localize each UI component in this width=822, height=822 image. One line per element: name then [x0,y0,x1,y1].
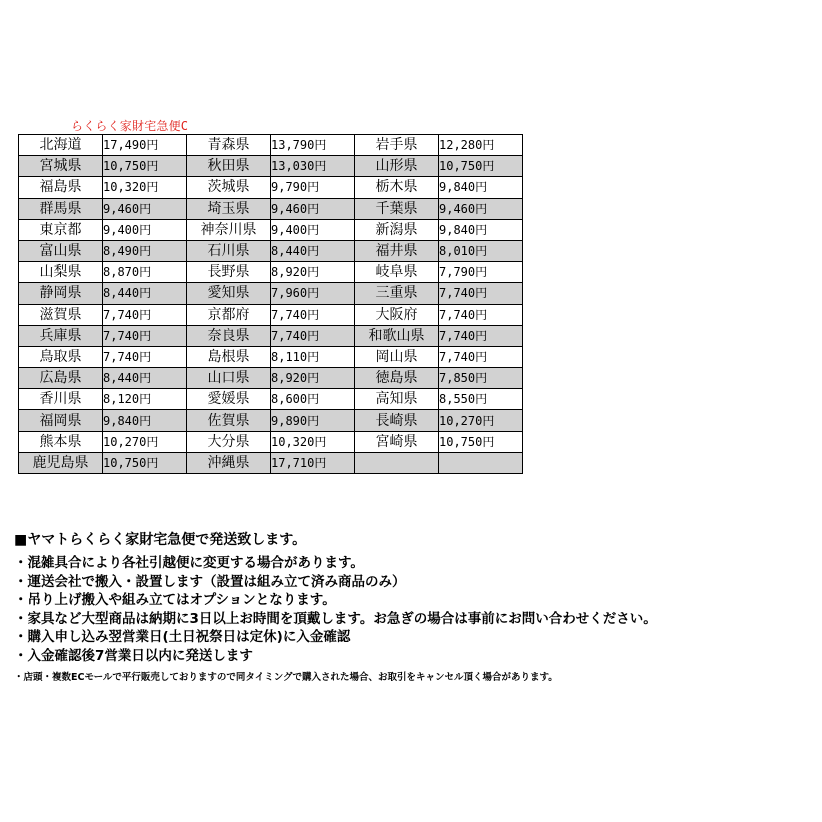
prefecture-cell [355,452,439,473]
price-cell: 10,750円 [439,156,523,177]
table-row [19,304,523,325]
table-row [19,219,523,240]
prefecture-cell: 新潟県 [355,219,439,240]
price-cell: 9,400円 [103,219,187,240]
prefecture-cell: 佐賀県 [187,410,271,431]
prefecture-cell: 鹿児島県 [19,452,103,473]
prefecture-cell: 大阪府 [355,304,439,325]
prefecture-cell: 茨城県 [187,177,271,198]
price-cell: 8,490円 [103,240,187,261]
price-cell: 7,740円 [103,304,187,325]
notes-line: ・吊り上げ搬入や組み立てはオプションとなります。 [14,592,336,609]
price-cell: 8,440円 [103,283,187,304]
price-cell: 17,490円 [103,135,187,156]
table-row [19,156,523,177]
prefecture-cell: 大分県 [187,431,271,452]
prefecture-cell: 福岡県 [19,410,103,431]
price-cell: 7,740円 [271,325,355,346]
price-cell: 8,920円 [271,368,355,389]
prefecture-cell: 愛媛県 [187,389,271,410]
price-cell: 10,320円 [103,177,187,198]
price-cell: 10,270円 [103,431,187,452]
price-cell: 10,270円 [439,410,523,431]
notes-line: ・運送会社で搬入・設置します（設置は組み立て済み商品のみ） [14,573,406,590]
table-caption: らくらく家財宅急便C [71,119,189,133]
table-row [19,368,523,389]
prefecture-cell: 群馬県 [19,198,103,219]
prefecture-cell: 長崎県 [355,410,439,431]
shipping-rate-table [18,134,523,474]
prefecture-cell: 岡山県 [355,346,439,367]
prefecture-cell: 香川県 [19,389,103,410]
prefecture-cell: 和歌山県 [355,325,439,346]
price-cell: 10,320円 [271,431,355,452]
price-cell: 9,400円 [271,219,355,240]
price-cell: 7,740円 [439,283,523,304]
prefecture-cell: 広島県 [19,368,103,389]
prefecture-cell: 滋賀県 [19,304,103,325]
price-cell: 17,710円 [271,452,355,473]
price-cell: 13,790円 [271,135,355,156]
table-row [19,410,523,431]
price-cell: 8,600円 [271,389,355,410]
table-row [19,431,523,452]
table-row [19,262,523,283]
table-row [19,283,523,304]
notes-line: ・家具など大型商品は納期に3日以上お時間を頂戴します。お急ぎの場合は事前にお問い合わせください。 [14,610,657,627]
price-cell: 9,460円 [103,198,187,219]
price-cell: 8,440円 [271,240,355,261]
prefecture-cell: 三重県 [355,283,439,304]
price-cell [439,452,523,473]
table-row [19,346,523,367]
price-cell: 12,280円 [439,135,523,156]
prefecture-cell: 東京都 [19,219,103,240]
prefecture-cell: 熊本県 [19,431,103,452]
table-row [19,198,523,219]
prefecture-cell: 山形県 [355,156,439,177]
price-cell: 9,840円 [439,219,523,240]
price-cell: 8,440円 [103,368,187,389]
price-cell: 9,460円 [439,198,523,219]
prefecture-cell: 奈良県 [187,325,271,346]
price-cell: 7,740円 [103,325,187,346]
prefecture-cell: 栃木県 [355,177,439,198]
shipping-notes [14,530,814,685]
price-cell: 13,030円 [271,156,355,177]
prefecture-cell: 山口県 [187,368,271,389]
notes-line: ・購入申し込み翌営業日(土日祝祭日は定休)に入金確認 [14,629,351,646]
prefecture-cell: 京都府 [187,304,271,325]
prefecture-cell: 愛知県 [187,283,271,304]
price-cell: 9,840円 [439,177,523,198]
prefecture-cell: 鳥取県 [19,346,103,367]
price-cell: 7,740円 [439,325,523,346]
prefecture-cell: 島根県 [187,346,271,367]
price-cell: 8,010円 [439,240,523,261]
prefecture-cell: 秋田県 [187,156,271,177]
prefecture-cell: 静岡県 [19,283,103,304]
notes-disclaimer: ・店頭・複数ECモールで平行販売しておりますので同タイミングで購入された場合、お取引をキャンセル頂く場合があります。 [14,671,558,683]
prefecture-cell: 岐阜県 [355,262,439,283]
prefecture-cell: 富山県 [19,240,103,261]
table-row [19,240,523,261]
price-cell: 7,740円 [439,304,523,325]
prefecture-cell: 北海道 [19,135,103,156]
price-cell: 7,790円 [439,262,523,283]
price-cell: 8,920円 [271,262,355,283]
prefecture-cell: 福井県 [355,240,439,261]
price-cell: 7,740円 [439,346,523,367]
table-row [19,452,523,473]
notes-line: ・入金確認後7営業日以内に発送します [14,647,253,664]
price-cell: 8,550円 [439,389,523,410]
notes-list [14,554,814,666]
notes-heading: ■ヤマトらくらく家財宅急便で発送致します。 [14,532,307,548]
price-cell: 8,110円 [271,346,355,367]
prefecture-cell: 高知県 [355,389,439,410]
prefecture-cell: 長野県 [187,262,271,283]
price-cell: 7,740円 [271,304,355,325]
prefecture-cell: 沖縄県 [187,452,271,473]
shipping-rate-table-body [19,135,523,474]
price-cell: 9,840円 [103,410,187,431]
prefecture-cell: 埼玉県 [187,198,271,219]
prefecture-cell: 宮城県 [19,156,103,177]
prefecture-cell: 石川県 [187,240,271,261]
price-cell: 7,850円 [439,368,523,389]
table-row [19,389,523,410]
price-cell: 8,120円 [103,389,187,410]
prefecture-cell: 福島県 [19,177,103,198]
price-cell: 9,890円 [271,410,355,431]
price-cell: 9,790円 [271,177,355,198]
prefecture-cell: 千葉県 [355,198,439,219]
price-cell: 8,870円 [103,262,187,283]
price-cell: 10,750円 [103,452,187,473]
table-row [19,325,523,346]
prefecture-cell: 青森県 [187,135,271,156]
price-cell: 7,740円 [103,346,187,367]
prefecture-cell: 岩手県 [355,135,439,156]
price-cell: 10,750円 [103,156,187,177]
prefecture-cell: 兵庫県 [19,325,103,346]
prefecture-cell: 神奈川県 [187,219,271,240]
price-cell: 9,460円 [271,198,355,219]
notes-line: ・混雑具合により各社引越便に変更する場合があります。 [14,555,364,571]
price-cell: 7,960円 [271,283,355,304]
table-row [19,177,523,198]
table-row [19,135,523,156]
prefecture-cell: 山梨県 [19,262,103,283]
prefecture-cell: 徳島県 [355,368,439,389]
prefecture-cell: 宮崎県 [355,431,439,452]
price-cell: 10,750円 [439,431,523,452]
